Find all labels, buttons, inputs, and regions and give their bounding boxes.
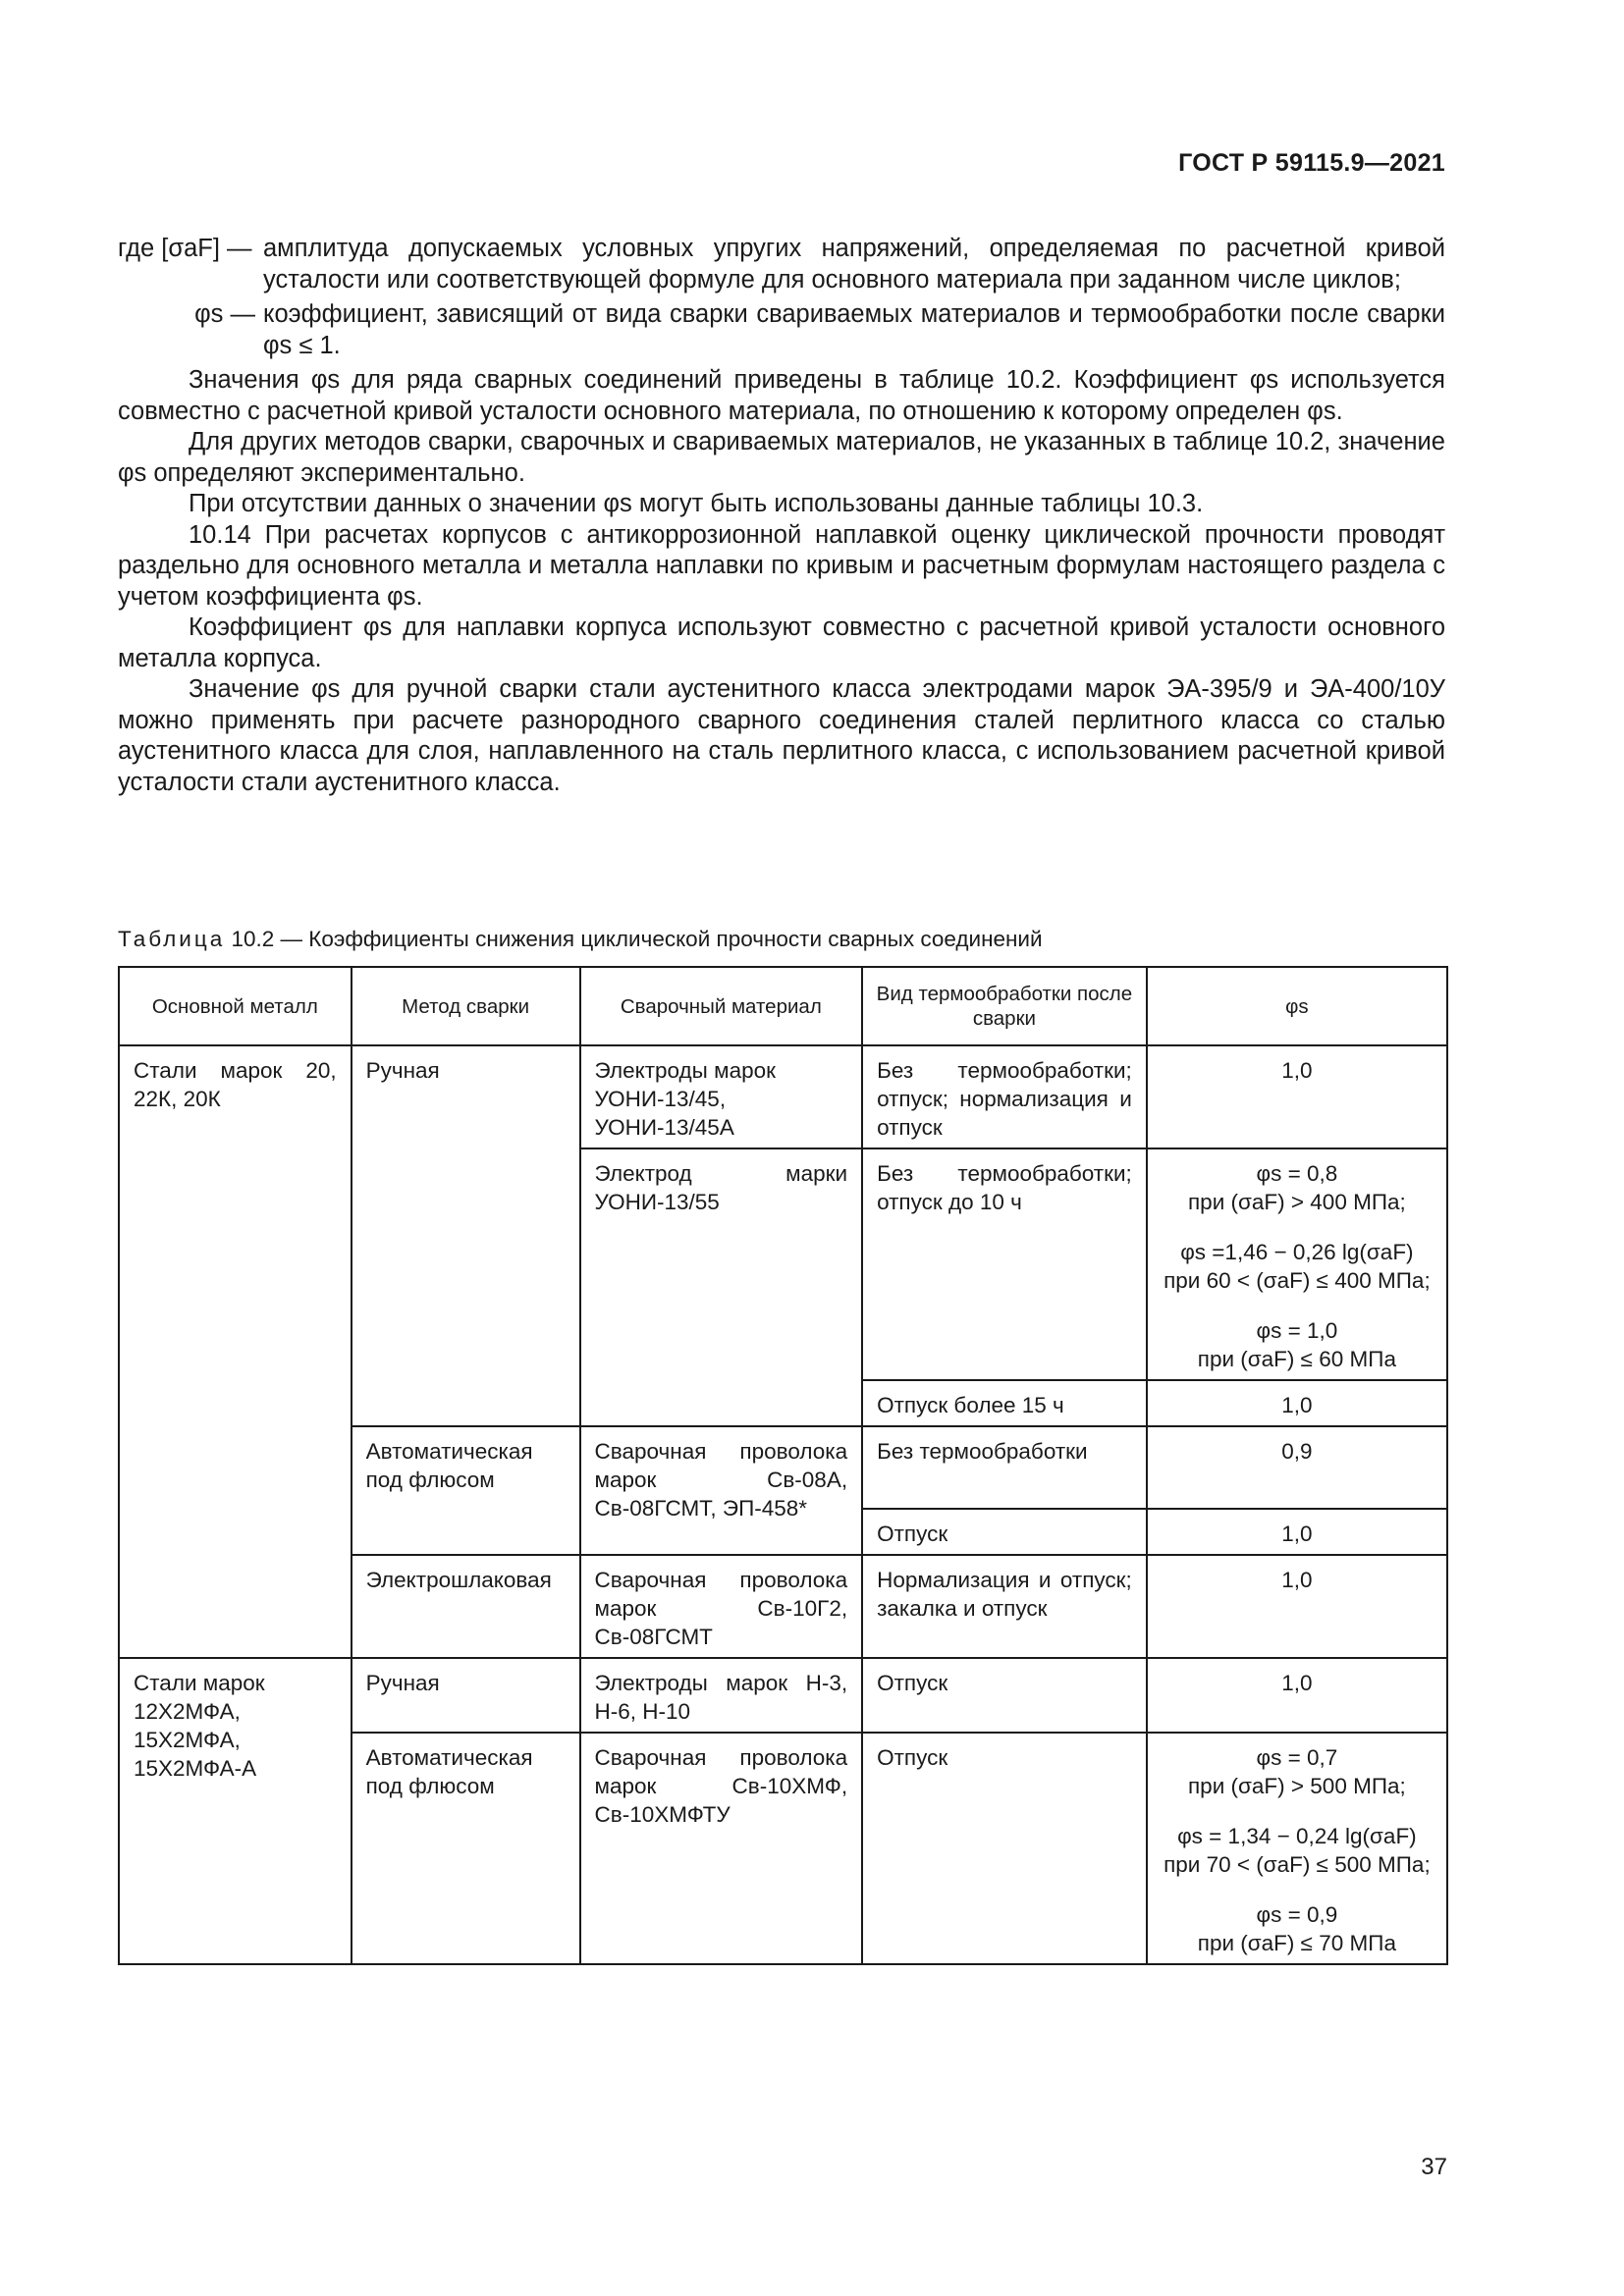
column-header-method: Метод сварки xyxy=(352,967,580,1045)
heat-treatment-cell: Без термообработки; отпуск; нормализация и отпуск xyxy=(862,1045,1147,1148)
phi-formula-line: при (σaF) ≤ 70 МПа xyxy=(1197,1931,1396,1955)
paragraph: Для других методов сварки, сварочных и свариваемых материалов, не указанных в таблице 10.2, значение φs определяют экспериментально. xyxy=(118,428,1445,487)
body-text xyxy=(118,234,1445,798)
method-cell: Ручная xyxy=(352,1658,580,1733)
method-cell: Автоматическая под флюсом xyxy=(352,1426,580,1555)
phi-cell: 1,0 xyxy=(1147,1045,1447,1148)
table-caption-text: 10.2 — Коэффициенты снижения циклической прочности сварных соединений xyxy=(231,927,1043,951)
column-header-phi: φs xyxy=(1147,967,1447,1045)
phi-formula-line: при 70 < (σaF) ≤ 500 МПа; xyxy=(1164,1852,1431,1877)
table-header-row xyxy=(119,967,1447,1045)
table-caption xyxy=(118,927,1043,952)
phi-formula-line: при (σaF) > 500 МПа; xyxy=(1188,1774,1406,1798)
definition-description: амплитуда допускаемых условных упругих напряжений, определяемая по расчетной кривой усталости или соответствующей формуле для основного материала при заданном числе циклов; xyxy=(263,235,1445,294)
spacer xyxy=(1162,1800,1433,1822)
phi-cell xyxy=(1147,1148,1447,1380)
heat-treatment-cell: Без термообработки xyxy=(862,1426,1147,1509)
definition-term: где [σaF] — xyxy=(118,235,252,262)
paragraph: Значения φs для ряда сварных соединений приведены в таблице 10.2. Коэффициент φs используется совместно с расчетной кривой усталости основного материала, по отношению к которому определен φs. xyxy=(118,366,1445,425)
column-header-heat-treatment: Вид термообработки после сварки xyxy=(862,967,1147,1045)
material-cell: Электроды марок УОНИ-13/45, УОНИ-13/45А xyxy=(580,1045,863,1148)
table-row xyxy=(119,1658,1447,1733)
phi-cell: 1,0 xyxy=(1147,1658,1447,1733)
material-cell: Сварочная проволока марок Св-10ХМФ, Св-10ХМФТУ xyxy=(580,1733,863,1964)
document-code: ГОСТ Р 59115.9—2021 xyxy=(1178,149,1445,177)
spacer xyxy=(1162,1295,1433,1316)
heat-treatment-cell: Нормализация и отпуск; закалка и отпуск xyxy=(862,1555,1147,1658)
paragraph: 10.14 При расчетах корпусов с антикоррозионной наплавкой оценку циклической прочности проводят раздельно для основного металла и металла наплавки по кривым и расчетным формулам настоящего раздела с учетом коэффициента φs. xyxy=(118,520,1445,611)
phi-formula-line: при 60 < (σaF) ≤ 400 МПа; xyxy=(1164,1268,1431,1293)
paragraph: При отсутствии данных о значении φs могут быть использованы данные таблицы 10.3. xyxy=(189,490,1204,517)
phi-formula-line: φs = 0,8 xyxy=(1256,1161,1338,1186)
weld-coefficients-table xyxy=(118,966,1448,1965)
method-cell: Электрошлаковая xyxy=(352,1555,580,1658)
phi-formula-line: при (σaF) ≤ 60 МПа xyxy=(1197,1347,1396,1371)
column-header-base-metal: Основной металл xyxy=(119,967,352,1045)
phi-formula-line: φs = 1,34 − 0,24 lg(σaF) xyxy=(1177,1824,1417,1848)
method-cell: Ручная xyxy=(352,1045,580,1426)
phi-formula-line: φs = 1,0 xyxy=(1256,1318,1338,1343)
spacer xyxy=(1162,1879,1433,1900)
material-cell: Сварочная проволока марок Св-10Г2, Св-08ГСМТ xyxy=(580,1555,863,1658)
phi-cell xyxy=(1147,1733,1447,1964)
phi-formula-line: φs =1,46 − 0,26 lg(σaF) xyxy=(1180,1240,1414,1264)
definition-description: коэффициент, зависящий от вида сварки свариваемых материалов и термообработки после сварки φs ≤ 1. xyxy=(263,300,1445,359)
material-cell: Электроды марок Н-3, Н-6, Н-10 xyxy=(580,1658,863,1733)
heat-treatment-cell: Отпуск xyxy=(862,1733,1147,1964)
heat-treatment-cell: Отпуск более 15 ч xyxy=(862,1380,1147,1426)
heat-treatment-cell: Без термообработки; отпуск до 10 ч xyxy=(862,1148,1147,1380)
page-number: 37 xyxy=(1421,2154,1447,2180)
definition-phi xyxy=(118,299,1445,361)
material-cell: Сварочная проволока марок Св-08А, Св-08ГСМТ, ЭП-458* xyxy=(580,1426,863,1555)
phi-formula-line: φs = 0,9 xyxy=(1256,1902,1338,1927)
method-cell: Автоматическая под флюсом xyxy=(352,1733,580,1964)
phi-cell: 1,0 xyxy=(1147,1555,1447,1658)
base-metal-cell: Стали марок 12Х2МФА, 15Х2МФА, 15Х2МФА-А xyxy=(119,1658,352,1964)
phi-cell: 0,9 xyxy=(1147,1426,1447,1509)
material-cell: Электрод марки УОНИ-13/55 xyxy=(580,1148,863,1426)
base-metal-cell: Стали марок 20, 22К, 20К xyxy=(119,1045,352,1658)
definition-term: φs — xyxy=(194,300,255,328)
paragraph: Значение φs для ручной сварки стали аустенитного класса электродами марок ЭА-395/9 и ЭА-400/10У можно применять при расчете разнородного сварного соединения сталей перлитного класса со сталью аустенитного класса для слоя, наплавленного на сталь перлитного класса, с использованием расчетной кривой усталости стали аустенитного класса. xyxy=(118,675,1445,796)
phi-cell: 1,0 xyxy=(1147,1509,1447,1555)
spacer xyxy=(1162,1216,1433,1238)
phi-cell: 1,0 xyxy=(1147,1380,1447,1426)
phi-formula-line: φs = 0,7 xyxy=(1256,1745,1338,1770)
paragraph: Коэффициент φs для наплавки корпуса используют совместно с расчетной кривой усталости основного металла корпуса. xyxy=(118,614,1445,672)
definition-saf xyxy=(118,234,1445,295)
heat-treatment-cell: Отпуск xyxy=(862,1658,1147,1733)
heat-treatment-cell: Отпуск xyxy=(862,1509,1147,1555)
table-row xyxy=(119,1045,1447,1148)
column-header-material: Сварочный материал xyxy=(580,967,863,1045)
table-caption-label: Таблица xyxy=(118,927,226,951)
phi-formula-line: при (σaF) > 400 МПа; xyxy=(1188,1190,1406,1214)
